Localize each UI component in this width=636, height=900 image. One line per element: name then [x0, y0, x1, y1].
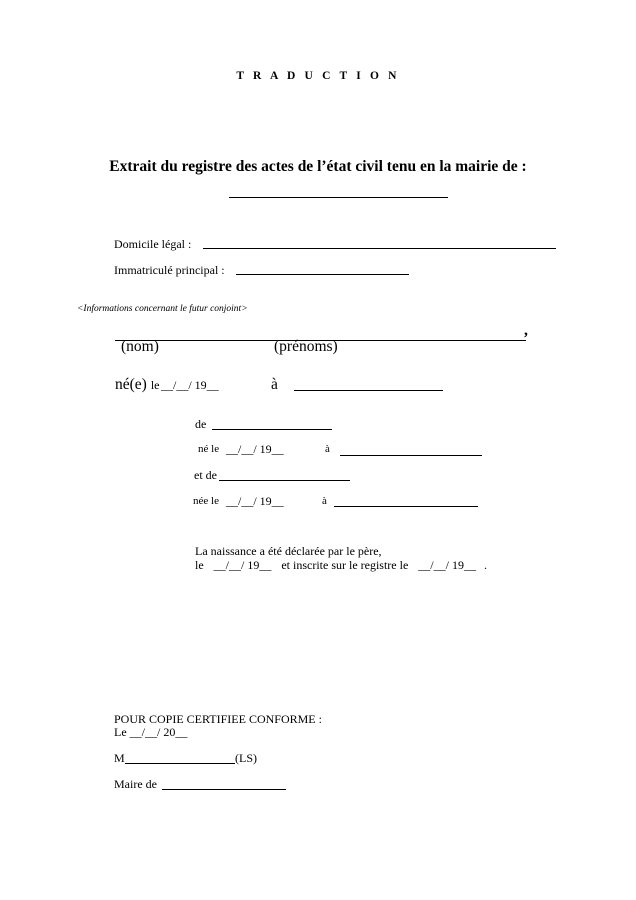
name-comma: ,: [524, 322, 528, 339]
maire-de-label: Maire de: [114, 777, 157, 791]
mairie-blank: [229, 197, 448, 198]
declaration-date: __/__/ 19__: [213, 558, 272, 572]
mother-name-blank: [219, 480, 350, 481]
le-label: le: [150, 378, 160, 392]
document-title: T R A D U C T I O N: [236, 70, 400, 82]
mother-a-label: à: [322, 495, 327, 507]
pour-copie-label: POUR COPIE CERTIFIEE CONFORME :: [114, 712, 322, 726]
domicile-blank: [203, 248, 556, 249]
birth-row: [115, 376, 160, 394]
maire-blank: [162, 789, 286, 790]
father-place-blank: [340, 455, 482, 456]
signatory-blank: [125, 763, 235, 764]
immatricule-blank: [236, 274, 409, 275]
naissance-line1: La naissance a été déclarée par le père,: [195, 544, 382, 558]
birth-place-blank: [294, 390, 443, 391]
ls-label: (LS): [235, 751, 257, 765]
naissance-le: le: [195, 558, 204, 572]
father-de-label: de: [195, 417, 207, 431]
father-ne-le-label: né le: [198, 443, 220, 455]
nee-label: né(e): [115, 376, 147, 393]
registry-date: __/__/ 19__: [418, 558, 476, 572]
register-heading: Extrait du registre des actes de l’état civil tenu en la mairie de :: [109, 158, 527, 175]
domicile-label: Domicile légal :: [114, 237, 192, 251]
naissance-inscrite: et inscrite sur le registre le: [281, 558, 409, 572]
father-name-blank: [212, 429, 332, 430]
birth-a-label: à: [271, 376, 278, 393]
naissance-line2: [195, 558, 487, 573]
mother-place-blank: [334, 506, 478, 507]
mother-et-de-label: et de: [194, 468, 217, 482]
mother-nee-le-label: née le: [193, 495, 219, 507]
certification-date: Le __/__/ 20__: [114, 725, 188, 739]
nom-label: (nom): [121, 338, 159, 355]
birth-date: __/__/ 19__: [161, 378, 219, 392]
father-a-label: à: [325, 443, 330, 455]
naissance-end: .: [483, 558, 487, 572]
info-conjoint-note: <Informations concernant le futur conjoint>: [77, 304, 248, 314]
prenoms-label: (prénoms): [274, 338, 338, 355]
signatory-m-label: M: [114, 751, 125, 765]
immatricule-label: Immatriculé principal :: [114, 263, 225, 277]
mother-birth-date: __/__/ 19__: [226, 494, 284, 508]
father-birth-date: __/__/ 19__: [226, 442, 284, 456]
